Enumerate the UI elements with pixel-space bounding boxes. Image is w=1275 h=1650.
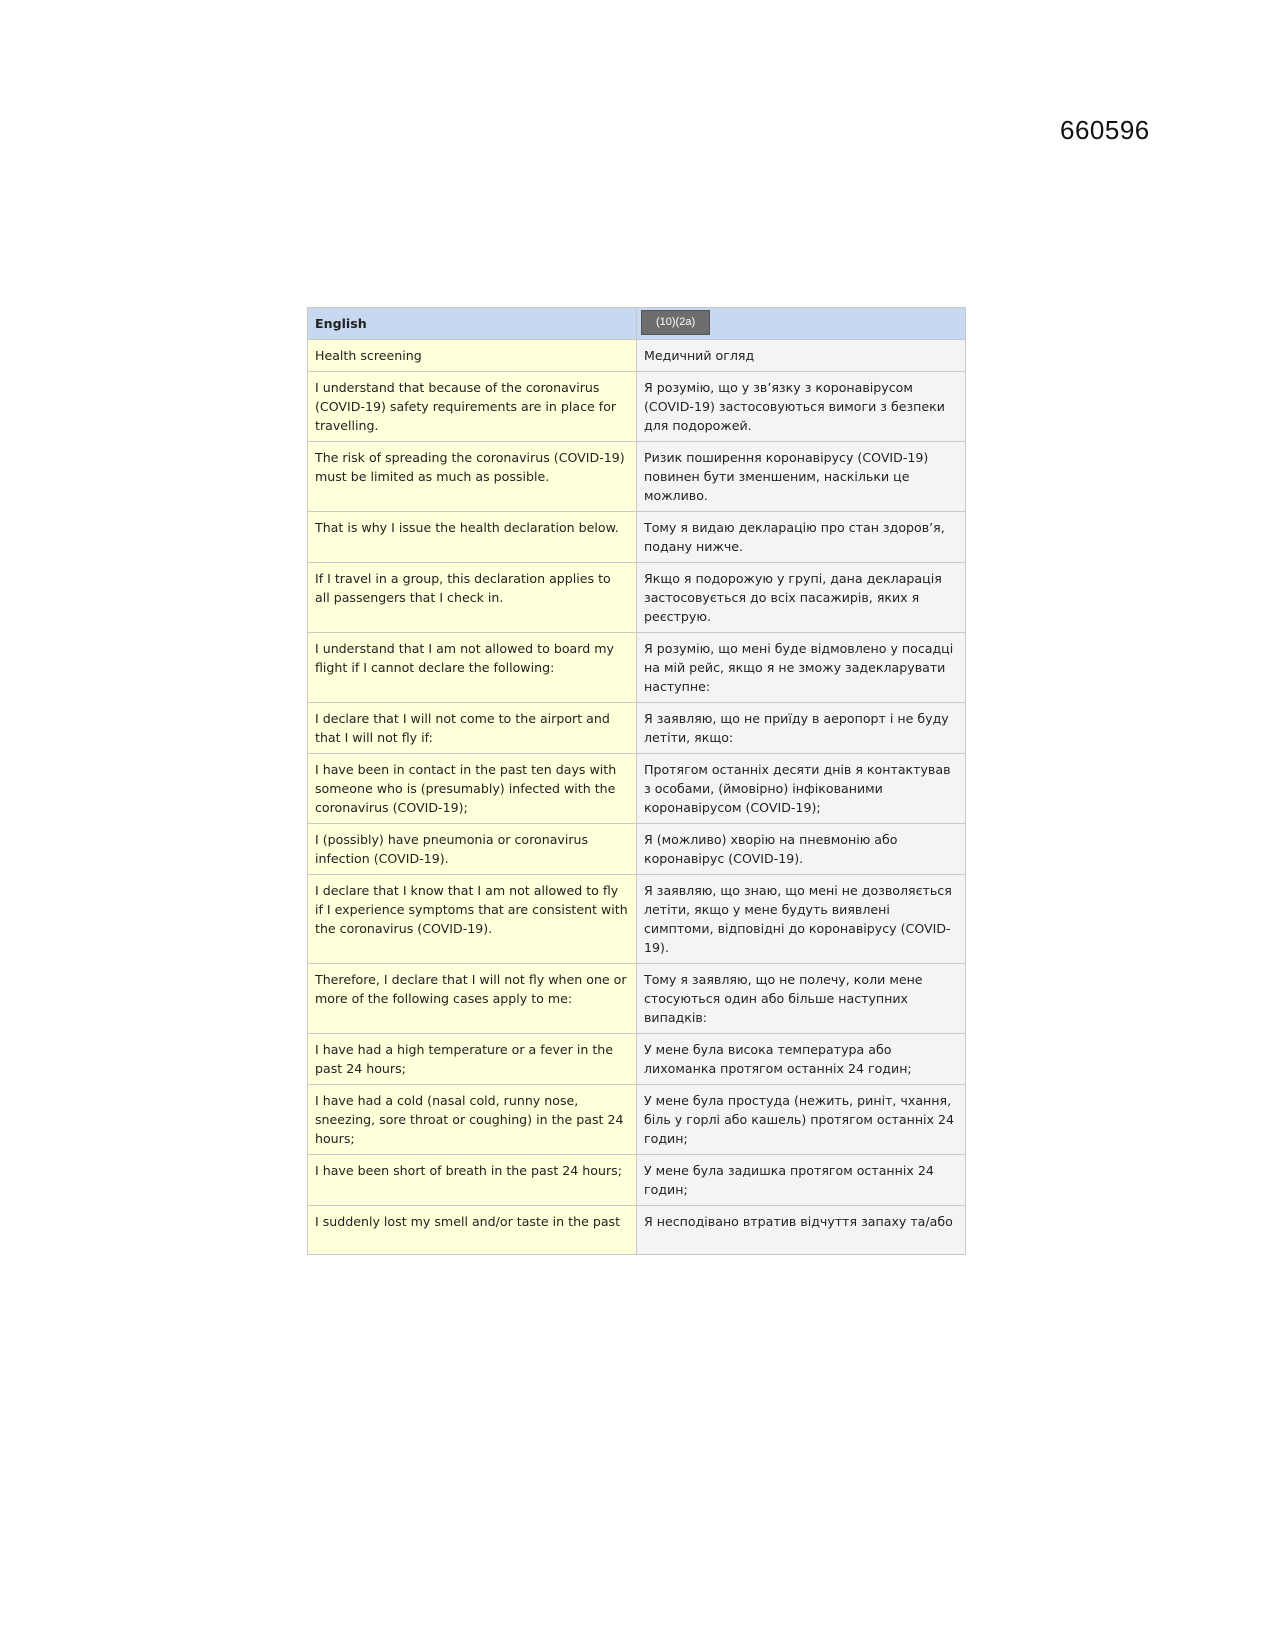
cell-ukrainian: Тому я видаю декларацію про стан здоров’я, подану нижче.: [637, 512, 966, 563]
cell-ukrainian: Якщо я подорожую у групі, дана декларація застосовується до всіх пасажирів, яких я реєструю.: [637, 563, 966, 633]
table-row: [308, 964, 966, 1034]
table-row: [308, 372, 966, 442]
table-row: [308, 824, 966, 875]
cell-ukrainian: У мене була простуда (нежить, риніт, чхання, біль у горлі або кашель) протягом останніх 24 годин;: [637, 1085, 966, 1155]
redaction-badge: (10)(2a): [641, 310, 710, 335]
cell-english: If I travel in a group, this declaration applies to all passengers that I check in.: [308, 563, 637, 633]
cell-ukrainian: Тому я заявляю, що не полечу, коли мене стосуються один або більше наступних випадків:: [637, 964, 966, 1034]
cell-english: Therefore, I declare that I will not fly when one or more of the following cases apply to me:: [308, 964, 637, 1034]
table-row: [308, 442, 966, 512]
table-row: [308, 563, 966, 633]
table-row: [308, 1085, 966, 1155]
cell-english: I have had a high temperature or a fever in the past 24 hours;: [308, 1034, 637, 1085]
cell-english: I understand that I am not allowed to board my flight if I cannot declare the following:: [308, 633, 637, 703]
table-row: [308, 1206, 966, 1255]
table-row: [308, 1034, 966, 1085]
cell-ukrainian: У мене була задишка протягом останніх 24 годин;: [637, 1155, 966, 1206]
cell-english: I have been in contact in the past ten days with someone who is (presumably) infected with the coronavirus (COVID-19);: [308, 754, 637, 824]
table-row: [308, 633, 966, 703]
cell-english: I declare that I know that I am not allowed to fly if I experience symptoms that are consistent with the coronavirus (COVID-19).: [308, 875, 637, 964]
cell-ukrainian: Я заявляю, що не приїду в аеропорт і не буду летіти, якщо:: [637, 703, 966, 754]
table-header-row: [308, 308, 966, 340]
document-id: 660596: [1060, 115, 1150, 145]
translation-table: [307, 307, 966, 1255]
cell-ukrainian: У мене була висока температура або лихоманка протягом останніх 24 годин;: [637, 1034, 966, 1085]
cell-english: I understand that because of the coronavirus (COVID-19) safety requirements are in place for travelling.: [308, 372, 637, 442]
header-ukrainian: [637, 308, 966, 340]
cell-ukrainian: Я несподівано втратив відчуття запаху та/або: [637, 1206, 966, 1255]
cell-ukrainian: Я заявляю, що знаю, що мені не дозволяється летіти, якщо у мене будуть виявлені симптоми, відповідні до коронавірусу (COVID-19).: [637, 875, 966, 964]
cell-ukrainian: Я (можливо) хворію на пневмонію або коронавірус (COVID-19).: [637, 824, 966, 875]
cell-ukrainian: Протягом останніх десяти днів я контактував з особами, (ймовірно) інфікованими коронавірусом (COVID-19);: [637, 754, 966, 824]
cell-english: I have been short of breath in the past 24 hours;: [308, 1155, 637, 1206]
table-row: [308, 1155, 966, 1206]
translation-table-container: [307, 307, 965, 1255]
table-row: [308, 512, 966, 563]
cell-ukrainian: Я розумію, що у зв’язку з коронавірусом (COVID-19) застосовуються вимоги з безпеки для подорожей.: [637, 372, 966, 442]
cell-english: I declare that I will not come to the airport and that I will not fly if:: [308, 703, 637, 754]
cell-english: Health screening: [308, 340, 637, 372]
table-body: [308, 340, 966, 1255]
cell-ukrainian: Я розумію, що мені буде відмовлено у посадці на мій рейс, якщо я не зможу задекларувати наступне:: [637, 633, 966, 703]
cell-english: The risk of spreading the coronavirus (COVID-19) must be limited as much as possible.: [308, 442, 637, 512]
cell-ukrainian: Ризик поширення коронавірусу (COVID-19) повинен бути зменшеним, наскільки це можливо.: [637, 442, 966, 512]
cell-ukrainian: Медичний огляд: [637, 340, 966, 372]
cell-english: I (possibly) have pneumonia or coronavirus infection (COVID-19).: [308, 824, 637, 875]
header-english: English: [308, 308, 637, 340]
table-row: [308, 340, 966, 372]
cell-english: I have had a cold (nasal cold, runny nose, sneezing, sore throat or coughing) in the past 24 hours;: [308, 1085, 637, 1155]
table-row: [308, 754, 966, 824]
table-row: [308, 875, 966, 964]
cell-english: That is why I issue the health declaration below.: [308, 512, 637, 563]
cell-english: I suddenly lost my smell and/or taste in the past: [308, 1206, 637, 1255]
table-row: [308, 703, 966, 754]
